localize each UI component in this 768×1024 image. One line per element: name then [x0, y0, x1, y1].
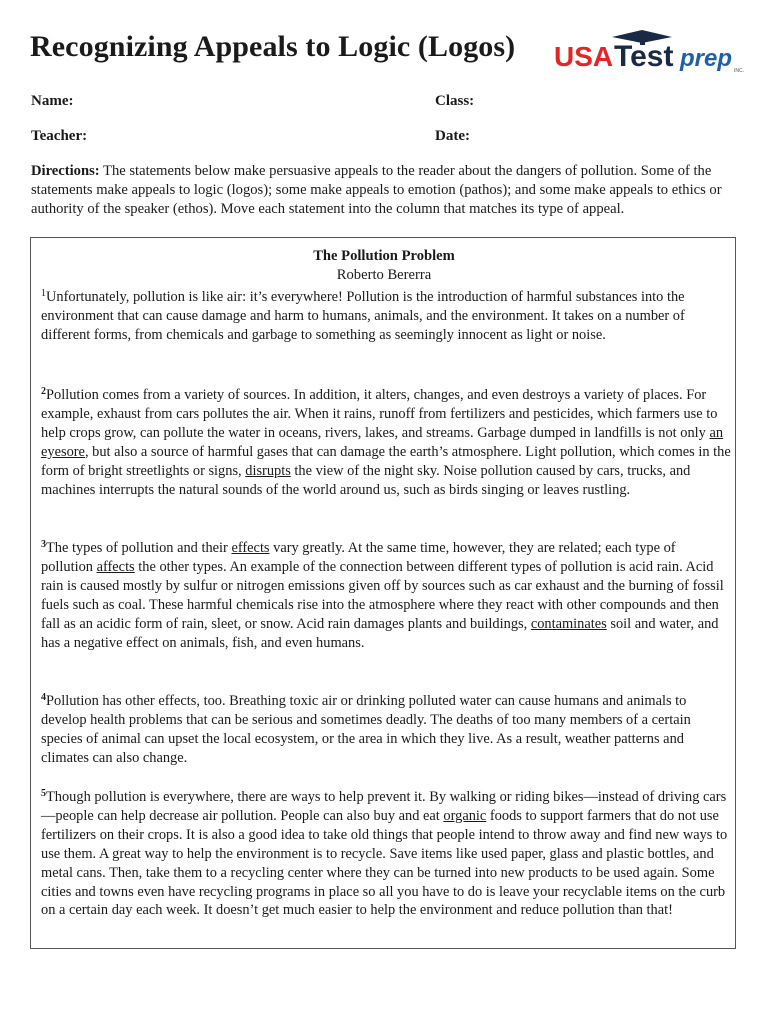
logo-prep-text: prep [680, 45, 733, 72]
vocab-word: disrupts [245, 462, 291, 479]
logo-trademark-text: INC. [734, 68, 744, 74]
vocab-word: affects [96, 558, 135, 575]
logo-usa-text: USA [554, 41, 614, 72]
passage-title: The Pollution Problem [313, 248, 455, 264]
paragraph-number: 4 [41, 692, 46, 703]
name-label: Name: [31, 93, 74, 109]
paragraph-number: 3 [41, 539, 46, 550]
paragraph-2: $^2$Pollution comes from a variety of sources. In addition, it alters, changes, and even destroys a variety of places. For example, exhaust from cars pollutes the air. When it rains, runoff from fertilizers and pesticides, which farmers use to help crops grow, can pollute the water in oceans, rivers, lakes, and streams. Garbage dumped in landfills is not only an eyesore, but also a source of harmful gases that can damage the earth’s atmosphere. Light pollution, which comes in the form of bright streetlights or signs, disrupts the view of the night sky. Noise pollution caused by cars, trucks, and machines interrupts the natural sounds of the world around us, such as birds singing or leaves rustling. [41, 386, 731, 498]
directions-text: The statements below make persuasive appeals to the reader about the dangers of pollution. Some of the statements make appeals to logic (logos); some make appeals to emotion (pathos); and some make appeals to ethics or authority of the speaker (ethos). Move each statement into the column that matches its type of appeal. [31, 163, 722, 217]
paragraph-number: 1 [41, 288, 46, 299]
directions [31, 162, 737, 218]
vocab-word: an eyesore [41, 424, 724, 460]
paragraph-3: $^3$The types of pollution and their effects vary greatly. At the same time, however, they are related; each type of pollution affects the other types. An example of the connection between different types of pollution is acid rain. Acid rain is caused mostly by sulfur or nitrogen emissions given off by sources such as car exhaust and the burning of fossil fuels such as coal. These harmful chemicals rise into the atmosphere where they react with other compounds and then fall as an acidic form of rain, sleet, or snow. Acid rain damages plants and buildings, contaminates soil and water, and has a negative effect on animals, fish, and even humans. [41, 539, 724, 651]
paragraph-5: $^5$Though pollution is everywhere, there are ways to help prevent it. By walking or riding bikes—instead of driving cars—people can help decrease air pollution. People can also buy and eat organic foods to support farmers that do not use fertilizers on their crops. It is also a good idea to take old things that people intend to throw away and find new ways to use them. A great way to help the environment is to recycle. Save items like used paper, glass and plastic bottles, and metal cans. Then, take them to a recycling center where they can be turned into new products to be used again. Some cities and towns even have recycling programs in place so all you have to do is leave your recyclable items on the curb on a certain day each week. It doesn’t get much easier to help the environment and reduce pollution than that! [41, 788, 728, 919]
paragraph-4: $^4$Pollution has other effects, too. Breathing toxic air or drinking polluted water can cause humans and animals to develop health problems that can be serious and sometimes deadly. The deaths of too many members of a certain species of animal can upset the local ecosystem, or the area in which they live. As a result, weather patterns and climates can also change. [41, 692, 691, 766]
paragraph-number: 5 [41, 788, 46, 799]
vocab-word: contaminates [530, 615, 607, 632]
class-label: Class: [435, 93, 475, 109]
vocab-word: effects [231, 540, 270, 556]
vocab-word: organic [443, 807, 487, 824]
passage-author: Roberto Bererra [336, 267, 432, 283]
logo-test-text: Test [614, 40, 674, 73]
usatestprep-logo [552, 28, 748, 74]
paragraph-number: 2 [41, 386, 46, 397]
date-label: Date: [435, 128, 470, 144]
paragraph-1: $^1$Unfortunately, pollution is like air: it’s everywhere! Pollution is the introduction of harmful substances into the environment that can cause damage and harm to humans, animals, and the environment. It takes on a number of different forms, from chemicals and garbage to something as seemingly innocent as light or noise. [41, 288, 685, 343]
page-title: Recognizing Appeals to Logic (Logos) [30, 30, 516, 63]
teacher-label: Teacher: [31, 128, 88, 144]
directions-label: Directions: [31, 163, 100, 179]
